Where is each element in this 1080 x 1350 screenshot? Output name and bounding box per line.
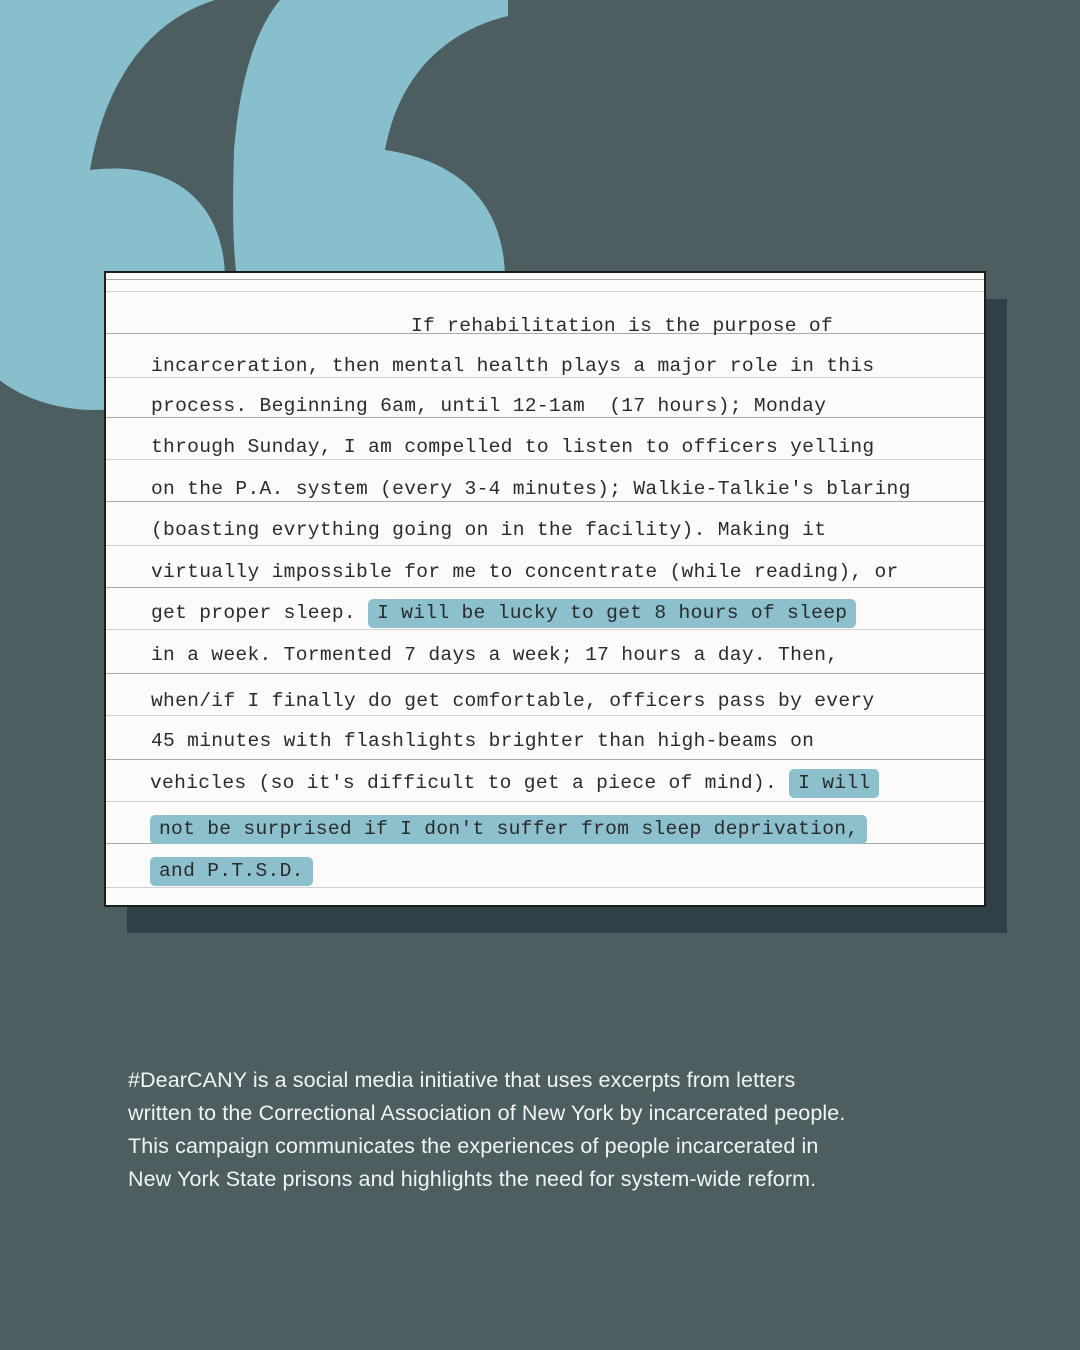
letter-excerpt (104, 271, 986, 907)
letter-line (151, 436, 875, 458)
letter-line-text: (boasting evrything going on in the facility). Making it (151, 519, 827, 541)
ruled-line (106, 377, 984, 378)
letter-line-text: in a week. Tormented 7 days a week; 17 hours a day. Then, (151, 644, 839, 666)
letter-line (151, 519, 826, 541)
caption-line: This campaign communicates the experiences of people incarcerated in (128, 1134, 819, 1158)
letter-line-text: 45 minutes with flashlights brighter than high-beams on (151, 730, 815, 752)
letter-line-text: vehicles (so it's difficult to get a piece of mind). (150, 772, 778, 794)
ruled-line (106, 887, 984, 888)
ruled-line (106, 459, 984, 460)
ruled-line (106, 801, 984, 802)
letter-line (150, 772, 879, 794)
ruled-line (106, 545, 984, 546)
letter-line-text: process. Beginning 6am, until 12-1am (17 hours); Monday (151, 395, 827, 417)
ruled-line (106, 759, 984, 760)
letter-line (151, 690, 875, 712)
letter-line-text: through Sunday, I am compelled to listen to officers yelling (151, 436, 875, 458)
caption-line: #DearCANY is a social media initiative that uses excerpts from letters (128, 1068, 796, 1092)
highlighted-text: and P.T.S.D. (150, 857, 313, 886)
ruled-line (106, 417, 984, 418)
highlighted-text: I will (789, 769, 879, 798)
highlighted-text: I will be lucky to get 8 hours of sleep (368, 599, 856, 628)
letter-line (150, 860, 313, 882)
letter-line-text: on the P.A. system (every 3-4 minutes); Walkie-Talkie's blaring (151, 478, 911, 500)
letter-line (151, 478, 911, 500)
letter-line (151, 730, 814, 752)
letter-line-text: get proper sleep. (151, 602, 356, 624)
ruled-line (106, 501, 984, 502)
ruled-line (106, 673, 984, 674)
letter-line (150, 818, 867, 840)
letter-line (151, 602, 856, 624)
letter-line-text: virtually impossible for me to concentrate (while reading), or (151, 561, 899, 583)
letter-line (411, 315, 833, 337)
ruled-line (106, 587, 984, 588)
ruled-line (106, 629, 984, 630)
caption (128, 1064, 968, 1196)
ruled-line (106, 291, 984, 292)
caption-line: written to the Correctional Association of New York by incarcerated people. (128, 1101, 846, 1125)
caption-line: New York State prisons and highlights the need for system-wide reform. (128, 1167, 817, 1191)
letter-line (151, 644, 838, 666)
letter-line (151, 395, 826, 417)
ruled-line (106, 715, 984, 716)
ruled-line (106, 279, 984, 280)
letter-line (151, 355, 875, 377)
letter-line (151, 561, 899, 583)
letter-line-text: If rehabilitation is the purpose of (411, 315, 834, 337)
letter-line-text: incarceration, then mental health plays a major role in this (151, 355, 875, 377)
letter-line-text: when/if I finally do get comfortable, officers pass by every (151, 690, 875, 712)
highlighted-text: not be surprised if I don't suffer from sleep deprivation, (150, 815, 867, 844)
